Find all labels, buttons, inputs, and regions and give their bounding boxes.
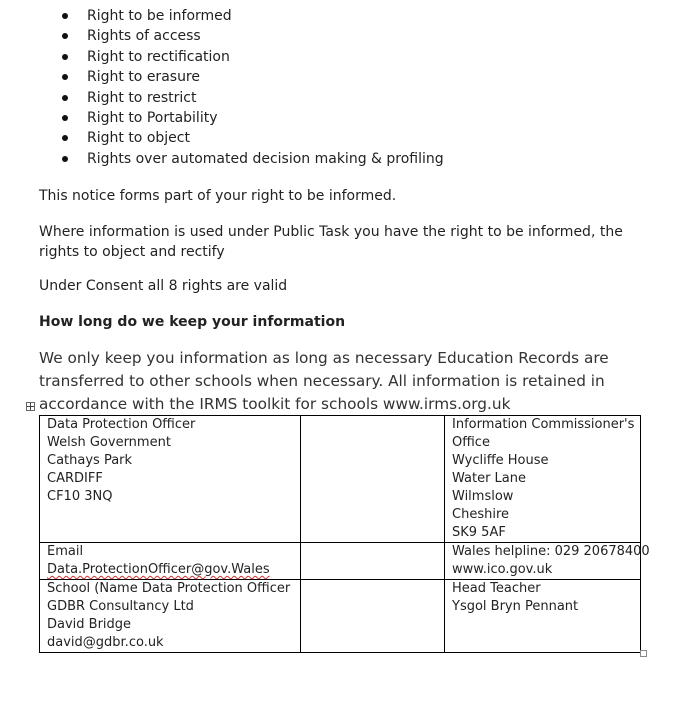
empty-cell[interactable] bbox=[301, 543, 445, 580]
cell-text: GDBR Consultancy Ltd bbox=[47, 599, 194, 614]
cell-text: Cathays Park bbox=[47, 453, 133, 468]
bullet-dot-icon bbox=[62, 54, 68, 60]
empty-cell[interactable] bbox=[301, 416, 445, 543]
bullet-dot-icon bbox=[62, 115, 68, 121]
list-item-text: Rights over automated decision making & profiling bbox=[87, 150, 444, 167]
cell-text: Wycliffe House bbox=[452, 453, 549, 468]
cell-text: Head Teacher bbox=[452, 581, 541, 596]
cell-text: School (Name Data Protection Officer bbox=[47, 581, 291, 596]
cell-text: Wilmslow bbox=[452, 489, 514, 504]
cell-text: Wales helpline: 029 20678400 bbox=[452, 544, 650, 559]
cell-text: Welsh Government bbox=[47, 435, 171, 450]
dpo-email-cell[interactable] bbox=[40, 543, 301, 580]
list-item-text: Rights of access bbox=[87, 28, 201, 45]
list-item-text: Right to rectification bbox=[87, 48, 230, 65]
table-row bbox=[40, 543, 641, 580]
cell-text: www.ico.gov.uk bbox=[452, 562, 553, 577]
ico-address-cell[interactable] bbox=[445, 416, 641, 543]
dpo-address-cell[interactable] bbox=[40, 416, 301, 543]
head-teacher-cell[interactable] bbox=[445, 580, 641, 653]
rights-list bbox=[0, 6, 444, 169]
list-item bbox=[0, 26, 444, 46]
list-item bbox=[0, 6, 444, 26]
cell-text: david@gdbr.co.uk bbox=[47, 635, 164, 650]
bullet-dot-icon bbox=[62, 13, 68, 19]
table-row bbox=[40, 416, 641, 543]
list-item-text: Right to Portability bbox=[87, 109, 218, 126]
cell-text: Cheshire bbox=[452, 507, 509, 522]
contacts-table bbox=[39, 415, 650, 653]
cell-text: SK9 5AF bbox=[452, 525, 506, 540]
email-address-text: Data.ProtectionOfficer@gov.Wales bbox=[47, 562, 270, 577]
retention-paragraph: We only keep you information as long as necessary Education Records are transferred to other schools when necessary. All information is retained in accordance with the IRMS toolkit for schools www.irms.org.uk bbox=[39, 349, 609, 413]
list-item bbox=[0, 47, 444, 67]
list-item-text: Right to be informed bbox=[87, 8, 232, 24]
public-task-paragraph: Where information is used under Public Task you have the right to be informed, the rights to object and rectify bbox=[39, 224, 623, 260]
list-item bbox=[0, 128, 444, 148]
list-item bbox=[0, 67, 444, 87]
table-resize-icon[interactable] bbox=[640, 650, 647, 657]
retention-heading: How long do we keep your information bbox=[39, 314, 346, 330]
bullet-dot-icon bbox=[62, 135, 68, 141]
cell-text: Water Lane bbox=[452, 471, 527, 486]
list-item-text: Right to object bbox=[87, 130, 190, 147]
table-move-icon[interactable] bbox=[26, 402, 35, 411]
cell-text: Information Commissioner's bbox=[452, 417, 635, 432]
cell-text: Data Protection Officer bbox=[47, 417, 196, 432]
school-dpo-cell[interactable] bbox=[40, 580, 301, 653]
list-item bbox=[0, 149, 444, 169]
cell-text: CF10 3NQ bbox=[47, 489, 113, 504]
bullet-dot-icon bbox=[62, 74, 68, 80]
table-row bbox=[40, 580, 641, 653]
list-item bbox=[0, 108, 444, 128]
empty-cell[interactable] bbox=[301, 580, 445, 653]
bullet-dot-icon bbox=[62, 156, 68, 162]
notice-paragraph: This notice forms part of your right to be informed. bbox=[39, 188, 397, 204]
ico-helpline-cell[interactable] bbox=[445, 543, 650, 580]
list-item-text: Right to erasure bbox=[87, 69, 200, 86]
bullet-dot-icon bbox=[62, 95, 68, 101]
list-item bbox=[0, 88, 444, 108]
cell-text: Ysgol Bryn Pennant bbox=[452, 599, 579, 614]
bullet-dot-icon bbox=[62, 33, 68, 39]
list-item-text: Right to restrict bbox=[87, 89, 197, 106]
cell-text: Email bbox=[47, 544, 84, 559]
cell-text: CARDIFF bbox=[47, 471, 103, 486]
cell-text: Office bbox=[452, 435, 490, 450]
consent-paragraph: Under Consent all 8 rights are valid bbox=[39, 278, 288, 294]
cell-text: David Bridge bbox=[47, 617, 132, 632]
